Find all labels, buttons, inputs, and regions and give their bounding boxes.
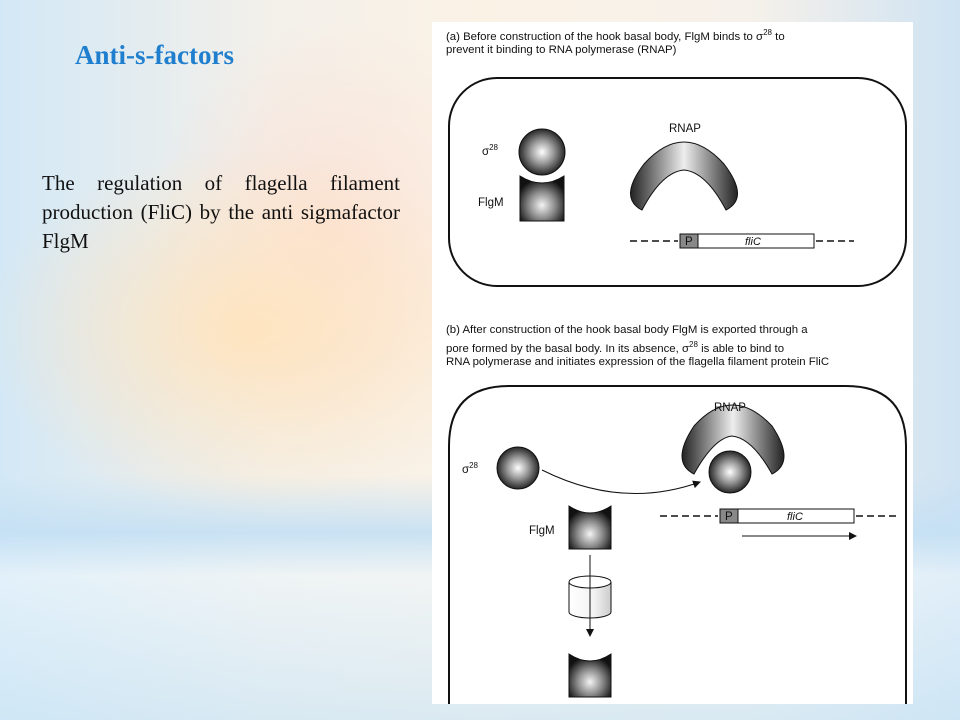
- slide-description: The regulation of flagella filament production (FliC) by the anti sigmafactor FlgM: [42, 171, 400, 253]
- rnap-label-a: RNAP: [669, 123, 701, 135]
- rnap-label-b: RNAP: [714, 402, 746, 414]
- sigma28-protein-b-free: [497, 447, 539, 489]
- rnap-enzyme-a: [630, 142, 737, 210]
- sigma28-protein-a: [519, 129, 565, 175]
- promoter-label-a: P: [685, 236, 693, 248]
- flgm-protein-a: [520, 176, 564, 221]
- caption-panel-b: (b) After construction of the hook basal body FlgM is exported through a pore formed by the basal body. In its absence, $\sigma^{28}$ is able to bind to RNA polymerase and initiates expression of the flagella filament protein FliC: [446, 324, 830, 368]
- flic-label-a: fliC: [745, 236, 761, 248]
- sigma28-label-a: $\sigma^{28}$: [482, 143, 499, 158]
- cell-outline-a: [449, 78, 906, 286]
- flgm-protein-exported: [569, 654, 611, 697]
- flgm-protein-b: [569, 506, 611, 549]
- cell-outline-b: [449, 386, 906, 704]
- sigma28-protein-b-bound: [709, 451, 751, 493]
- promoter-label-b: P: [725, 511, 733, 523]
- sigma28-label-b: $\sigma^{28}$: [462, 461, 479, 476]
- flgm-label-a: FlgM: [478, 197, 504, 209]
- flgm-regulation-figure: [432, 22, 913, 704]
- slide-title: Anti-s-factors: [75, 40, 234, 70]
- flgm-label-b: FlgM: [529, 525, 555, 537]
- flic-label-b: fliC: [787, 511, 803, 523]
- caption-panel-a: (a) Before construction of the hook basal body, FlgM binds to $\sigma^{28}$ to prevent it binding to RNA polymerase (RNAP): [446, 28, 785, 57]
- binding-arrow: [542, 470, 700, 494]
